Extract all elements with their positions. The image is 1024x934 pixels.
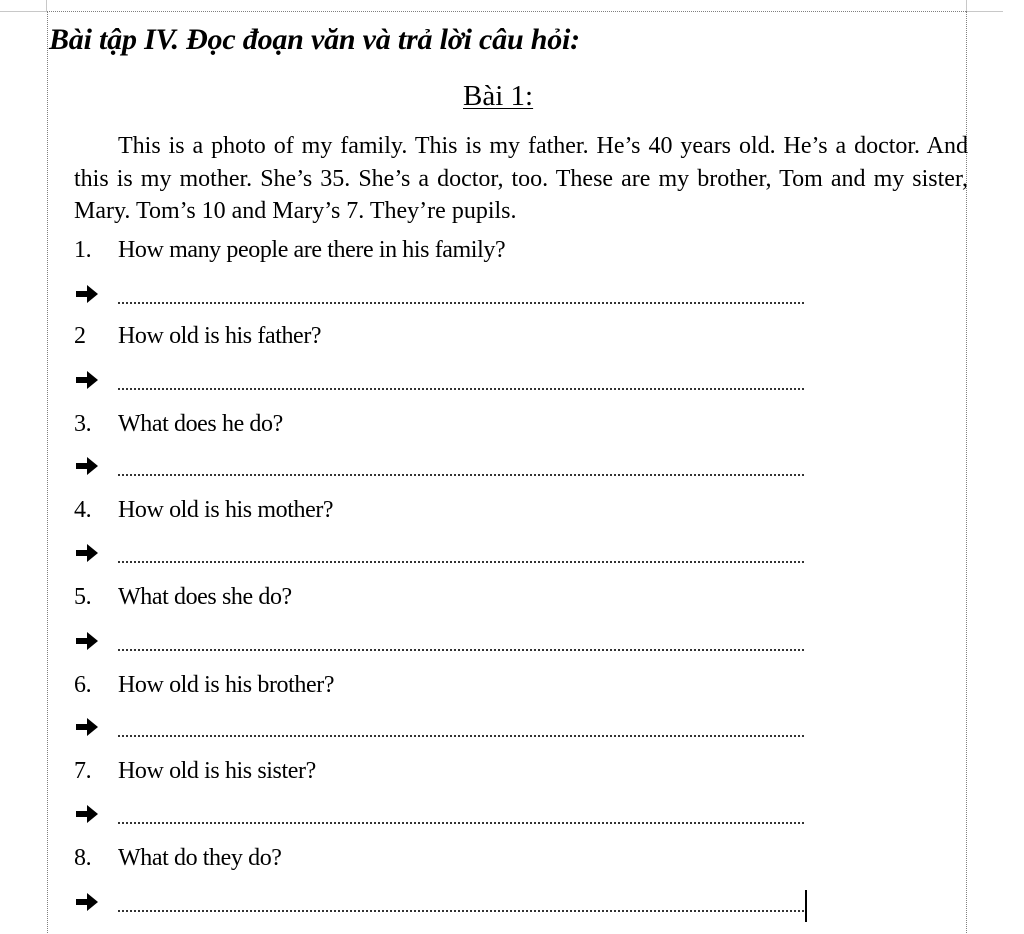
text-boundary-top	[47, 11, 966, 12]
question-number: 3.	[74, 411, 92, 437]
question-number: 7.	[74, 758, 92, 784]
answer-line[interactable]	[74, 366, 814, 398]
arrow-right-icon	[74, 714, 100, 740]
answer-blank[interactable]	[118, 388, 804, 390]
answer-blank[interactable]	[118, 910, 804, 912]
arrow-right-icon	[74, 281, 100, 307]
question-text: What does he do?	[118, 411, 283, 437]
question-number: 6.	[74, 672, 92, 698]
arrow-right-icon	[74, 628, 100, 654]
answer-blank[interactable]	[118, 735, 804, 737]
answer-blank[interactable]	[118, 822, 804, 824]
question-number: 8.	[74, 845, 92, 871]
question-number: 5.	[74, 584, 92, 610]
answer-blank[interactable]	[118, 474, 804, 476]
answer-line[interactable]	[74, 713, 814, 745]
exercise-subtitle[interactable]: Bài 1:	[463, 80, 534, 112]
question-number: 4.	[74, 497, 92, 523]
crop-mark-top-left	[0, 11, 46, 12]
reading-passage[interactable]: This is a photo of my family. This is my father. He’s 40 years old. He’s a doctor. And this is my mother. She’s 35. She’s a doctor, too. These are my brother, Tom and my sister, Mary. Tom’s 10 and Mary’s 7. They’re pupils.	[74, 133, 968, 224]
question-text: How many people are there in his family?	[118, 237, 506, 263]
arrow-right-icon	[74, 801, 100, 827]
question-text: How old is his brother?	[118, 672, 335, 698]
answer-line[interactable]	[74, 627, 814, 659]
text-cursor	[805, 890, 807, 922]
crop-mark-top-right	[967, 11, 1003, 12]
answer-line[interactable]	[74, 800, 814, 832]
arrow-right-icon	[74, 367, 100, 393]
question-text: How old is his mother?	[118, 497, 334, 523]
answer-line[interactable]	[74, 888, 814, 920]
question-text: How old is his father?	[118, 323, 322, 349]
arrow-right-icon	[74, 453, 100, 479]
answer-blank[interactable]	[118, 649, 804, 651]
answer-line[interactable]	[74, 452, 814, 484]
text-boundary-left	[47, 11, 48, 934]
question-number: 1.	[74, 237, 92, 263]
answer-blank[interactable]	[118, 302, 804, 304]
question-number: 2	[74, 323, 86, 349]
question-text: How old is his sister?	[118, 758, 316, 784]
arrow-right-icon	[74, 540, 100, 566]
exercise-heading[interactable]: Bài tập IV. Đọc đoạn văn và trả lời câu hỏi:	[49, 23, 580, 56]
question-text: What do they do?	[118, 845, 282, 871]
answer-line[interactable]	[74, 280, 814, 312]
answer-blank[interactable]	[118, 561, 804, 563]
answer-line[interactable]	[74, 539, 814, 571]
question-text: What does she do?	[118, 584, 292, 610]
arrow-right-icon	[74, 889, 100, 915]
